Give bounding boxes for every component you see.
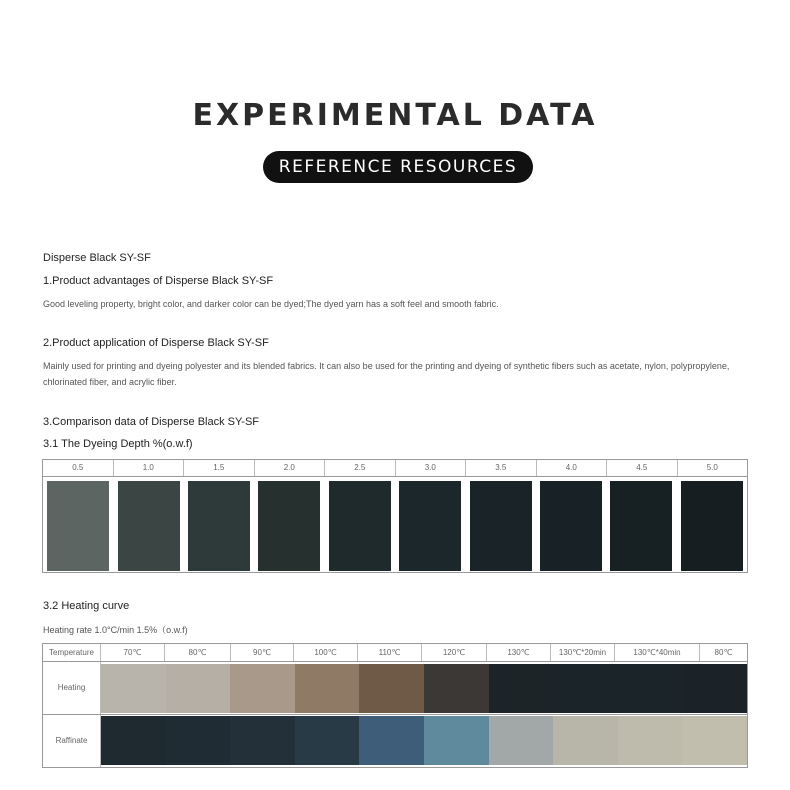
depth-swatch-2	[188, 481, 250, 571]
temp-header-7: 130℃*20min	[551, 644, 615, 661]
depth-swatch-4	[329, 481, 391, 571]
heating-row-label: Heating	[43, 662, 101, 714]
raffinate-swatch-9	[682, 716, 747, 765]
temp-header-8: 130℃*40min	[615, 644, 700, 661]
raffinate-swatch-0	[101, 716, 166, 765]
depth-swatch-8	[610, 481, 672, 571]
temp-header-3: 100℃	[294, 644, 358, 661]
heating-swatch-1	[166, 664, 231, 713]
temp-header-2: 90℃	[231, 644, 294, 661]
raffinate-swatch-8	[618, 716, 683, 765]
depth-swatch-1	[118, 481, 180, 571]
raffinate-row-label: Raffinate	[43, 715, 101, 767]
depth-level-6: 3.5	[466, 460, 537, 476]
raffinate-swatch-1	[166, 716, 231, 765]
heating-swatch-6	[489, 664, 554, 713]
depth-swatch-3	[258, 481, 320, 571]
depth-level-1: 1.0	[114, 460, 185, 476]
dyeing-depth-header-row	[43, 460, 747, 477]
depth-swatch-0	[47, 481, 109, 571]
raffinate-swatch-7	[553, 716, 618, 765]
temp-header-1: 80℃	[165, 644, 231, 661]
depth-level-3: 2.0	[255, 460, 326, 476]
temp-header-0: 70℃	[101, 644, 165, 661]
depth-level-4: 2.5	[325, 460, 396, 476]
section-3-1-heading: 3.1 The Dyeing Depth %(o.w.f)	[43, 438, 193, 450]
depth-level-2: 1.5	[184, 460, 255, 476]
depth-swatch-6	[470, 481, 532, 571]
depth-swatch-7	[540, 481, 602, 571]
heating-rate-note: Heating rate 1.0°C/min 1.5%（o.w.f)	[43, 625, 188, 635]
heating-swatch-8	[618, 664, 683, 713]
raffinate-swatch-5	[424, 716, 489, 765]
heating-swatch-4	[359, 664, 424, 713]
raffinate-swatch-4	[359, 716, 424, 765]
temp-header-5: 120℃	[422, 644, 487, 661]
depth-level-8: 4.5	[607, 460, 678, 476]
heating-swatch-7	[553, 664, 618, 713]
section-1-text: Good leveling property, bright color, and darker color can be dyed;The dyed yarn has a soft feel and smooth fabric.	[43, 299, 499, 309]
product-name: Disperse Black SY-SF	[43, 252, 151, 264]
heating-swatch-3	[295, 664, 360, 713]
section-3-2-heading: 3.2 Heating curve	[43, 600, 130, 612]
depth-level-0: 0.5	[43, 460, 114, 476]
depth-level-7: 4.0	[537, 460, 608, 476]
raffinate-swatch-2	[230, 716, 295, 765]
heating-swatch-2	[230, 664, 295, 713]
temp-header-4: 110℃	[358, 644, 422, 661]
depth-swatch-5	[399, 481, 461, 571]
raffinate-swatch-6	[489, 716, 554, 765]
reference-resources-badge: REFERENCE RESOURCES	[263, 151, 533, 183]
temp-header-6: 130℃	[487, 644, 551, 661]
dyeing-depth-table	[42, 459, 748, 573]
section-2-heading: 2.Product application of Disperse Black SY-SF	[43, 337, 269, 349]
section-3-heading: 3.Comparison data of Disperse Black SY-SF	[43, 416, 260, 428]
depth-swatch-9	[681, 481, 743, 571]
depth-level-5: 3.0	[396, 460, 467, 476]
raffinate-swatch-3	[295, 716, 360, 765]
heating-swatch-0	[101, 664, 166, 713]
page-title: EXPERIMENTAL DATA	[192, 98, 598, 133]
heating-swatch-5	[424, 664, 489, 713]
section-1-heading: 1.Product advantages of Disperse Black SY-SF	[43, 275, 274, 287]
temp-header-9: 80℃	[714, 648, 733, 657]
depth-level-9: 5.0	[706, 463, 718, 472]
temperature-header-label: Temperature	[43, 644, 101, 661]
heating-curve-table	[42, 643, 748, 768]
section-2-text: Mainly used for printing and dyeing polyester and its blended fabrics. It can also be used for the printing and dyeing of synthetic fibers such as acetate, nylon, polypropylene, chlorinated fiber, and acrylic fiber.	[43, 361, 730, 387]
header-divider	[43, 661, 747, 662]
heating-swatch-9	[682, 664, 747, 713]
row-divider	[43, 714, 747, 715]
